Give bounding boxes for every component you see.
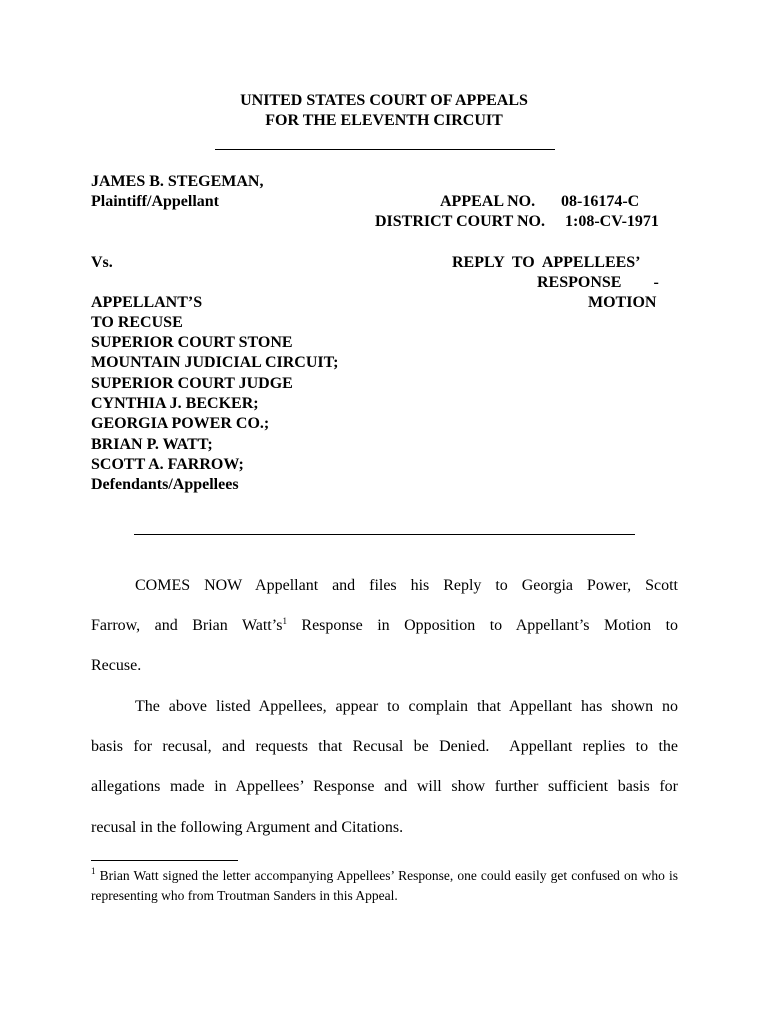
footnote-reference[interactable]: 1	[282, 616, 287, 626]
district-court-number: 1:08-CV-1971	[565, 213, 659, 230]
defendant-line: SCOTT A. FARROW;	[91, 456, 244, 473]
defendant-line: SUPERIOR COURT JUDGE	[91, 375, 293, 392]
document-title-line3: APPELLANT’S	[91, 294, 203, 311]
defendant-line: MOUNTAIN JUDICIAL CIRCUIT;	[91, 354, 339, 371]
footnote	[91, 866, 678, 906]
paragraph-1-line-2: Farrow, and Brian $Watt’s^1$ Response in Opposition to Appellant’s Motion to	[91, 616, 679, 634]
footnote-marker: 1	[91, 866, 96, 876]
court-name-line1: UNITED STATES COURT OF APPEALS	[240, 92, 528, 109]
paragraph-2-line-4: recusal in the following Argument and Citations.	[91, 819, 404, 836]
document-title-line2: RESPONSE -	[537, 274, 659, 291]
plaintiff-name: JAMES B. STEGEMAN,	[91, 173, 264, 190]
caption-rule	[134, 534, 635, 535]
defendant-line: CYNTHIA J. BECKER;	[91, 395, 259, 412]
paragraph-1-line-1: COMES NOW Appellant and files his Reply to Georgia Power, Scott	[135, 577, 678, 594]
footnote-separator	[91, 860, 238, 861]
court-name-line2: FOR THE ELEVENTH CIRCUIT	[265, 112, 503, 129]
document-title-line3-right: MOTION	[588, 294, 657, 311]
appeal-number-label: APPEAL NO.	[440, 193, 536, 210]
document-title-line1: REPLY TO APPELLEES’	[452, 254, 641, 271]
appeal-number: 08-16174-C	[561, 193, 640, 210]
defendant-line: BRIAN P. WATT;	[91, 436, 213, 453]
paragraph-1-line-3: Recuse.	[91, 657, 142, 674]
document-title-line4: TO RECUSE	[91, 314, 183, 331]
versus-label: Vs.	[91, 254, 113, 271]
plaintiff-role: Plaintiff/Appellant	[91, 193, 220, 210]
defendant-line: SUPERIOR COURT STONE	[91, 334, 293, 351]
paragraph-2-line-3: allegations made in Appellees’ Response and will show further sufficient basis for	[91, 778, 678, 795]
paragraph-2-line-2: basis for recusal, and requests that Recusal be Denied. Appellant replies to the	[91, 738, 678, 755]
paragraph-2-line-1: The above listed Appellees, appear to complain that Appellant has shown no	[135, 698, 678, 715]
district-court-label: DISTRICT COURT NO.	[375, 213, 545, 230]
header-rule	[215, 149, 555, 150]
defendant-line: GEORGIA POWER CO.;	[91, 415, 270, 432]
footnote-text: Brian Watt signed the letter accompanying Appellees’ Response, one could easily get confused on who is representing who from Troutman Sanders in this Appeal.	[91, 868, 678, 903]
defendants-role: Defendants/Appellees	[91, 476, 239, 493]
